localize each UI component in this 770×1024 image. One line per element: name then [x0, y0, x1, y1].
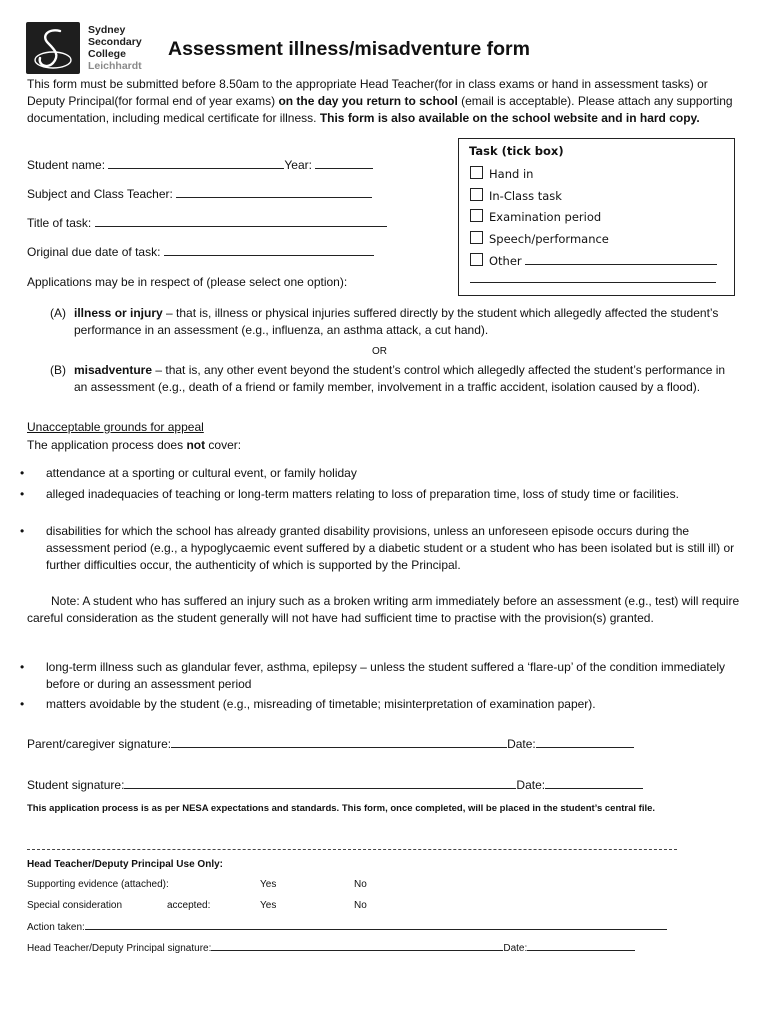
title-of-task-field[interactable]: Title of task:	[27, 216, 387, 230]
list-item: • attendance at a sporting or cultural event, or family holiday	[20, 466, 357, 480]
parent-signature-field[interactable]: Parent/caregiver signature: Date:	[27, 737, 634, 751]
checkbox[interactable]	[470, 209, 483, 222]
list-item: • alleged inadequacies of teaching or long-term matters relating to loss of preparation time, loss of study time or facilities.	[20, 487, 679, 501]
page-title: Assessment illness/misadventure form	[168, 38, 530, 60]
task-option-in-class[interactable]: In-Class task	[470, 188, 562, 203]
process-statement: The application process does not cover:	[27, 438, 242, 452]
student-signature-field[interactable]: Student signature: Date:	[27, 778, 643, 792]
list-item: • matters avoidable by the student (e.g., misreading of timetable; misinterpretation of examination paper).	[20, 697, 596, 711]
special-yes[interactable]: Yes	[260, 900, 277, 911]
special-consideration-label: Special consideration	[27, 900, 123, 911]
option-b: (B) misadventure – that is, any other event beyond the student’s control which allegedly affected the student’s performance in an assessment (e.g., death of a friend or family member, involvement in a traffic accident, isolation caused by a flood).	[50, 363, 726, 394]
task-box-header: Task (tick box)	[469, 144, 564, 158]
checkbox[interactable]	[470, 166, 483, 179]
office-use-heading: Head Teacher/Deputy Principal Use Only:	[27, 859, 223, 870]
or-separator: OR	[372, 346, 387, 357]
evidence-no[interactable]: No	[354, 879, 367, 890]
checkbox[interactable]	[470, 188, 483, 201]
applications-label: Applications may be in respect of (please select one option):	[27, 275, 348, 289]
student-name-field[interactable]: Student name: Year:	[27, 158, 373, 172]
task-option-speech[interactable]: Speech/performance	[470, 231, 609, 246]
nesa-note: This application process is as per NESA expectations and standards. This form, once completed, will be placed in the student’s central file.	[27, 803, 656, 814]
action-taken-field[interactable]: Action taken:	[27, 921, 667, 933]
task-tick-box	[458, 138, 735, 296]
option-a: (A) illness or injury – that is, illness or physical injuries suffered directly by the student which allegedly affected the student’s performance in an assessment (e.g., influenza, an asthma attack, a cut hand).	[50, 306, 719, 337]
checkbox[interactable]	[470, 231, 483, 244]
list-item: • disabilities for which the school has already granted disability provisions, unless an unforeseen episode occurs during the assessment period (e.g., a hypoglycaemic event suffered by a diabetic student or a student who has been isolated but is still ill) or further difficulties occur, the authenticity of which is supported by the Principal.	[20, 524, 735, 572]
subject-teacher-field[interactable]: Subject and Class Teacher:	[27, 187, 372, 201]
task-option-hand-in[interactable]: Hand in	[470, 166, 533, 181]
intro-paragraph: This form must be submitted before 8.50am to the appropriate Head Teacher(for in class exams or hand in assessment tasks) or Deputy Principal(for formal end of year exams) on the day you return to school (email is acceptable). Please attach any supporting documentation, including medical certificate for illness. This form is also available on the school website and in hard copy.	[27, 77, 733, 125]
college-name: Sydney Secondary College Leichhardt	[88, 24, 142, 72]
due-date-field[interactable]: Original due date of task:	[27, 245, 374, 259]
college-logo	[26, 22, 80, 74]
task-option-other[interactable]: Other	[470, 253, 717, 268]
note-paragraph: Note: A student who has suffered an injury such as a broken writing arm immediately before an assessment (e.g., test) will require careful consideration as the student generally will not have had sufficient time to practise with the provision(s) granted.	[27, 594, 740, 625]
list-item: • long-term illness such as glandular fever, asthma, epilepsy – unless the student suffered a ‘flare-up’ of the condition immediately before or during an assessment period	[20, 660, 726, 691]
other-line[interactable]	[470, 282, 716, 283]
divider	[27, 849, 677, 850]
special-no[interactable]: No	[354, 900, 367, 911]
unacceptable-grounds-heading: Unacceptable grounds for appeal	[27, 420, 204, 434]
checkbox[interactable]	[470, 253, 483, 266]
task-option-exam-period[interactable]: Examination period	[470, 209, 601, 224]
evidence-label: Supporting evidence (attached):	[27, 879, 169, 890]
accepted-label: accepted:	[167, 900, 211, 911]
logo-swirl-icon	[26, 22, 80, 74]
office-signature-field[interactable]: Head Teacher/Deputy Principal signature: Date:	[27, 942, 635, 954]
evidence-yes[interactable]: Yes	[260, 879, 277, 890]
